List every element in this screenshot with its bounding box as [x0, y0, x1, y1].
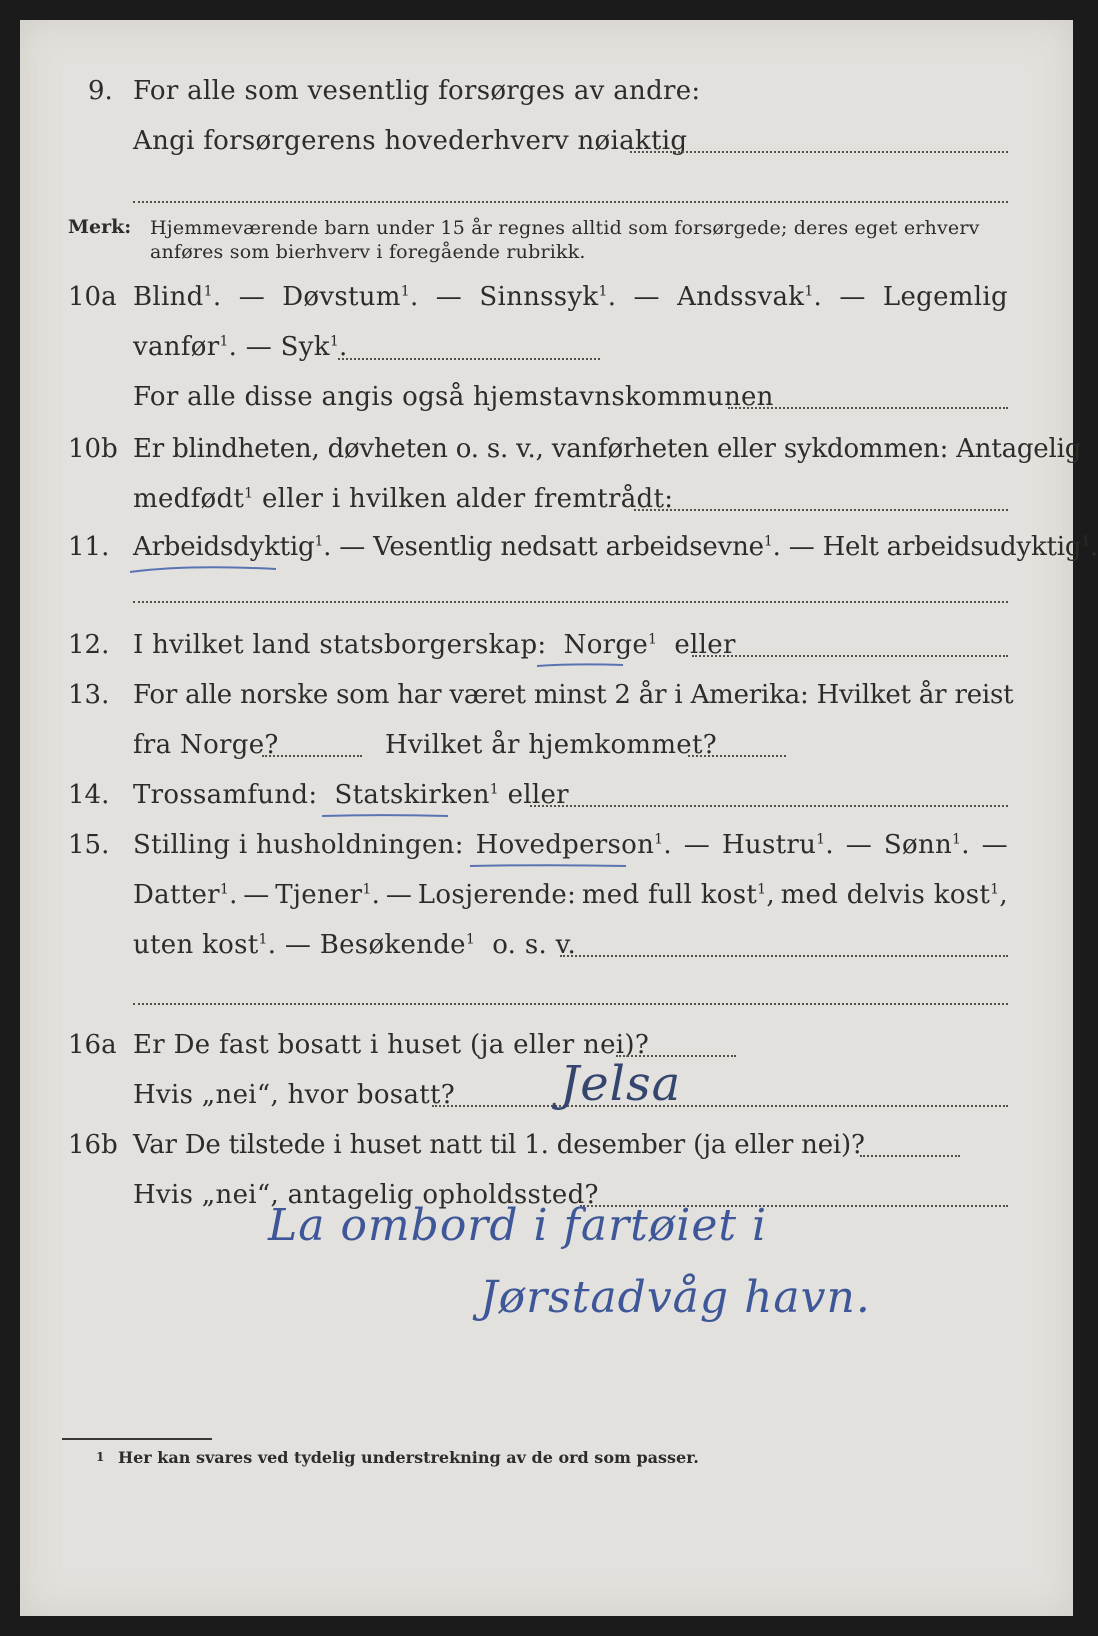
item-number-12: 12.: [68, 630, 110, 660]
pencil-underline-hovedperson: [468, 861, 628, 875]
option-statskirken[interactable]: Statskirken: [334, 780, 490, 810]
q10b-line1: Er blindheten, døvheten o. s. v., vanførheten eller sykdommen: Antagelig: [133, 434, 1082, 464]
q11-line: Arbeidsdyktig$^1$. — Vesentlig nedsatt arbeidsevne$^1$. — Helt arbeidsudyktig$^1$.: [133, 532, 1098, 562]
option-legemlig[interactable]: Legemlig: [882, 282, 1008, 312]
q10b-line2: medfødt$^1$ eller i hvilken alder fremtrådt:: [133, 484, 674, 514]
q14-answer-line[interactable]: [530, 805, 1008, 807]
footnote-mark: 1: [96, 1450, 105, 1464]
merk-label: Merk:: [68, 216, 132, 238]
option-vanfor[interactable]: vanfør: [133, 332, 220, 362]
handwritten-opholdssted-line1: La ombord i fartøiet i: [268, 1200, 768, 1251]
q15-losjerende: Losjerende:: [417, 880, 577, 910]
item-number-10a: 10a: [68, 282, 117, 312]
q9-answer-line[interactable]: [630, 151, 1008, 153]
q12-eller: eller: [674, 630, 736, 660]
option-norge[interactable]: Norge: [563, 630, 649, 660]
q9-line1: For alle som vesentlig forsørges av andre:: [133, 76, 701, 106]
option-sinnssyk[interactable]: Sinnssyk: [479, 282, 599, 312]
tilstede-answer-line[interactable]: [860, 1155, 960, 1157]
option-hovedperson[interactable]: Hovedperson: [475, 830, 655, 860]
q15-line3: uten kost$^1$. — Besøkende$^1$ o. s. v.: [133, 930, 577, 960]
option-andssvak[interactable]: Andssvak: [677, 282, 805, 312]
item-number-9: 9.: [88, 76, 113, 106]
item-number-16a: 16a: [68, 1030, 117, 1060]
option-vesentlig-nedsatt[interactable]: Vesentlig nedsatt arbeidsevne: [373, 532, 764, 562]
q15-answer-line-2[interactable]: [133, 1003, 1008, 1005]
option-hustru[interactable]: Hustru: [721, 830, 817, 860]
option-sonn[interactable]: Sønn: [883, 830, 953, 860]
footnote-text: Her kan svares ved tydelig understrekning av de ord som passer.: [118, 1448, 699, 1467]
option-helt-arbeidsudyktig[interactable]: Helt arbeidsudyktig: [822, 532, 1082, 562]
item-number-13: 13.: [68, 680, 110, 710]
pencil-underline-statskirken: [320, 811, 450, 825]
q10a-line2: vanfør$^1$. — Syk$^1$.: [133, 332, 348, 362]
option-syk[interactable]: Syk: [280, 332, 330, 362]
option-uten-kost[interactable]: uten kost: [133, 930, 259, 960]
q13-part-a: fra Norge?: [133, 730, 279, 760]
option-blind[interactable]: Blind: [133, 282, 204, 312]
item-number-15: 15.: [68, 830, 110, 860]
q10a-line1: Blind$^1$. — Døvstum$^1$. — Sinnssyk$^1$. — Andssvak$^1$. — Legemlig: [133, 282, 1008, 312]
q14-prefix: Trossamfund:: [133, 780, 318, 810]
q10a-line3: For alle disse angis også hjemstavnskommunen: [133, 382, 774, 412]
option-medfodt[interactable]: medfødt: [133, 484, 245, 514]
footnote-rule: [62, 1438, 212, 1440]
pencil-underline-norge: [535, 660, 625, 674]
q15-osv: o. s. v.: [492, 930, 577, 960]
hjemkommet-year-line[interactable]: [688, 755, 786, 757]
item-number-10b: 10b: [68, 434, 118, 464]
census-form-page: [20, 20, 1098, 1616]
item-number-11: 11.: [68, 532, 110, 562]
handwritten-opholdssted-line2: Jørstadvåg havn.: [480, 1272, 871, 1323]
q11-answer-line[interactable]: [133, 601, 1008, 603]
q12-answer-line[interactable]: [692, 655, 1008, 657]
reist-year-line[interactable]: [262, 755, 362, 757]
q10b-answer-line[interactable]: [634, 509, 1008, 511]
option-tjener[interactable]: Tjener: [275, 880, 363, 910]
q10b-line2-rest: eller i hvilken alder fremtrådt:: [261, 484, 674, 514]
q15-line2: Datter$^1$. — Tjener$^1$. — Losjerende: med full kost$^1$, med delvis kost$^1$,: [133, 880, 1008, 910]
q14-line: Trossamfund: Statskirken$^1$ eller: [133, 780, 569, 810]
q15-line1: Stilling i husholdningen: Hovedperson$^1$. — Hustru$^1$. — Sønn$^1$. —: [133, 830, 1008, 860]
q13-line1: For alle norske som har været minst 2 år i Amerika: Hvilket år reist: [133, 680, 1014, 710]
q9-line2: Angi forsørgerens hovederhverv nøiaktig: [133, 126, 688, 156]
pencil-underline-arbeidsdyktig: [128, 563, 278, 577]
item-number-14: 14.: [68, 780, 110, 810]
q14-eller: eller: [507, 780, 569, 810]
hjemstavn-answer-line[interactable]: [728, 407, 1008, 409]
handwritten-bosatt-answer: Jelsa: [560, 1056, 682, 1112]
q10a-answer-line[interactable]: [338, 358, 600, 360]
option-med-full-kost[interactable]: med full kost: [581, 880, 758, 910]
q9-answer-line-2[interactable]: [133, 201, 1008, 203]
item-number-16b: 16b: [68, 1130, 118, 1160]
option-datter[interactable]: Datter: [133, 880, 220, 910]
q15-answer-line[interactable]: [560, 955, 1008, 957]
merk-line1: Hjemmeværende barn under 15 år regnes alltid som forsørgede; deres eget erhverv: [150, 217, 980, 239]
option-arbeidsdyktig[interactable]: Arbeidsdyktig: [133, 532, 315, 562]
q16a-line2: Hvis „nei“, hvor bosatt?: [133, 1080, 455, 1110]
q16b-line2: Hvis „nei“, antagelig opholdssted?: [133, 1180, 599, 1210]
merk-line2: anføres som bierhverv i foregående rubrikk.: [150, 241, 586, 263]
option-dovstum[interactable]: Døvstum: [282, 282, 401, 312]
q13-part-b: Hvilket år hjemkommet?: [385, 730, 717, 760]
option-besokende[interactable]: Besøkende: [319, 930, 466, 960]
q15-prefix: Stilling i husholdningen:: [133, 830, 464, 860]
option-med-delvis-kost[interactable]: med delvis kost: [780, 880, 991, 910]
bosatt-answer-line[interactable]: [432, 1105, 1008, 1107]
q12-line: I hvilket land statsborgerskap: Norge$^1$ eller: [133, 630, 736, 660]
q12-prefix: I hvilket land statsborgerskap:: [133, 630, 547, 660]
q16a-line1: Er De fast bosatt i huset (ja eller nei)?: [133, 1030, 650, 1060]
q16b-line1: Var De tilstede i huset natt til 1. desember (ja eller nei)?: [133, 1130, 865, 1160]
